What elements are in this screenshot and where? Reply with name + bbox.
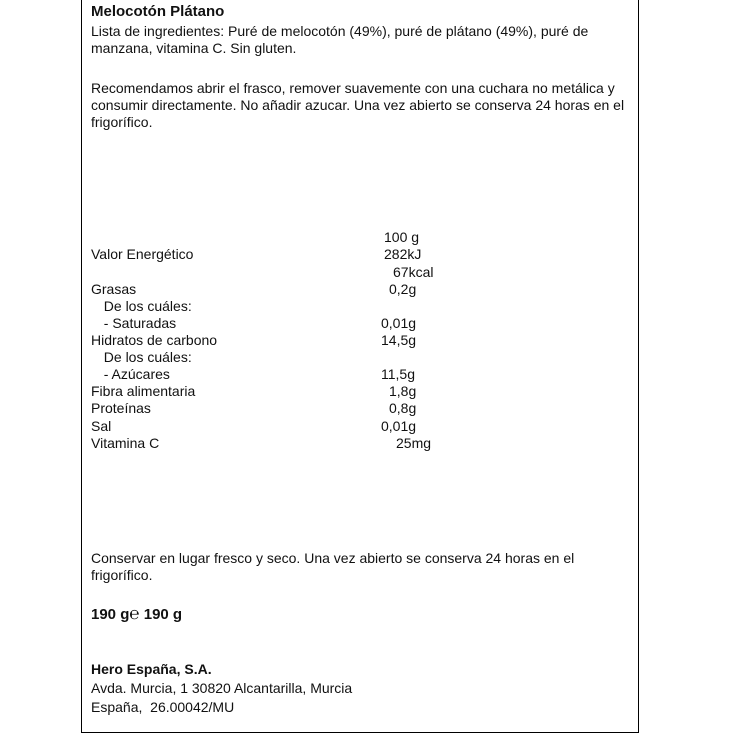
nutrition-value-energy-kj: 282kJ bbox=[384, 246, 422, 262]
nutrition-label-fat: Grasas bbox=[91, 281, 137, 297]
nutrition-value-carbs: 14,5g bbox=[381, 332, 417, 348]
nutrition-value-energy-kcal: 67kcal bbox=[393, 264, 434, 280]
net-weight bbox=[91, 605, 182, 623]
nutrition-label-saturated: - Saturadas bbox=[96, 315, 177, 331]
nutrition-label-vitamin-c: Vitamina C bbox=[91, 435, 160, 451]
manufacturer-address: Avda. Murcia, 1 30820 Alcantarilla, Murcia bbox=[91, 680, 353, 696]
nutrition-label-energy: Valor Energético bbox=[91, 246, 194, 262]
nutrition-label-fiber: Fibra alimentaria bbox=[91, 383, 196, 399]
manufacturer-registry: España, 26.00042/MU bbox=[91, 699, 235, 715]
net-weight-value: 190 g bbox=[91, 606, 130, 623]
ingredients-text: Lista de ingredientes: Puré de melocotón (49%), puré de plátano (49%), puré de manzana, vitamina C. Sin gluten. bbox=[91, 23, 589, 56]
nutrition-value-salt: 0,01g bbox=[381, 418, 417, 434]
product-title: Melocotón Plátano bbox=[91, 3, 225, 20]
nutrition-value-fiber: 1,8g bbox=[389, 383, 417, 399]
nutrition-label-protein: Proteínas bbox=[91, 400, 151, 416]
nutrition-column-header: 100 g bbox=[384, 229, 420, 245]
storage-text: Conservar en lugar fresco y seco. Una vez abierto se conserva 24 horas en el frigorífico. bbox=[91, 550, 575, 583]
nutrition-label-sugars: - Azúcares bbox=[96, 366, 170, 382]
estimated-sign-icon: ℮ bbox=[129, 604, 140, 623]
nutrition-label-of-which-1: De los cuáles: bbox=[96, 298, 192, 314]
nutrition-label-salt: Sal bbox=[91, 418, 112, 434]
nutrition-value-saturated: 0,01g bbox=[381, 315, 417, 331]
nutrition-value-protein: 0,8g bbox=[389, 400, 417, 416]
nutrition-label-of-which-2: De los cuáles: bbox=[96, 349, 192, 365]
nutrition-value-vitamin-c: 25mg bbox=[396, 435, 432, 451]
nutrition-value-sugars: 11,5g bbox=[381, 366, 415, 382]
manufacturer-name: Hero España, S.A. bbox=[91, 661, 212, 677]
nutrition-value-fat: 0,2g bbox=[389, 281, 417, 297]
nutrition-label-carbs: Hidratos de carbono bbox=[91, 332, 218, 348]
net-weight-value-2: 190 g bbox=[143, 606, 183, 623]
usage-text: Recomendamos abrir el frasco, remover suavemente con una cuchara no metálica y consumir directamente. No añadir azucar. Una vez abierto se conserva 24 horas en el frigorífico. bbox=[91, 80, 625, 130]
